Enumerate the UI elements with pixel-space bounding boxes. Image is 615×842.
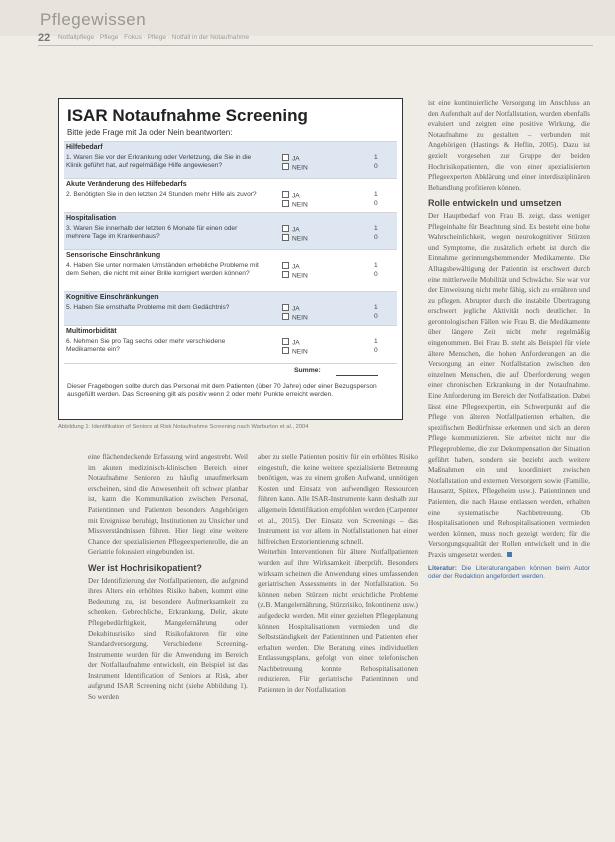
paragraph: Der Hauptbedarf von Frau B. zeigt, dass weniger Pflegeinhalte für Beachtung sind. Es besteht eine hohe Wahrscheinlichkeit, wegen neurokognitiver Stürzen und Symptome, die zusätzlich erhebt ist durch die Einnahme gerinnungshemmender Medikamente. Die Alltagsbewältigung der Patientin ist erschwert durch eine mittlerweile Mobilität und Schwäche. Sie war vor der Einweisung nicht mehr fähig, sich zu ernähren und zu pflegen. Abrupter durch die instabile Übertragung erschwert jegliche Aktivität noch deutlicher. In gerontologischen Fällen wie Frau B. die Medikamente über längere Zeit nicht mehr regelmäßig eingenommen. Bei Frau B. steht als Beispiel für viele ältere Menschen, die hohen Anforderungen an die Versorgung an einer Notfallstation zwischen den einzelnen Menschen, die auf Überforderung wegen einer chronischen Erkrankung in der Notaufnahme. Eine Anforderung im Bereich der Notfallstation. Dabei lässt eine Pflegeexpertin, ein Schwerpunkt auf die Pflege von älteren Notfallpatienten erhalten, die spezifischen Bedürfnisse erkennen und sich an deren Pflege kommunizieren. Sie arbeitet nicht nur die Pflegeprobleme, die zur Dekompensation der Situation geführt haben, sondern sie bezieht auch weitere Maßnahmen ein und koordiniert zwischen Notfallstation und externen Versorgern sowie (Familie, Hausarzt, Spitex, Pflegeheim usw.). Patientinnen und Patienten, die nach Hause entlassen werden, erhalten eine systematische Nachbetreuung. Ob Hospitalisationen und Rehospitalisationen vermieden werden können, muss noch gezeigt werden; für die Versorgungsqualität der Rollen entwickelt und in die Praxis umgesetzt werden. <box>428 210 590 559</box>
screening-section-multimorbidity <box>64 325 397 363</box>
paragraph: ist eine kontinuierliche Versorgung im Anschluss an den Aufenthalt auf der Notfallstation, wurden ebenfalls evaluiert und zeigten eine positive Wirkung, die Notaufnahme zu gestalten – verbunden mit Angehörigen (Hastings & Heflin, 2005). Dazu ist gezielt vorgesehen zur Gruppe der beiden Hochrisikopatienten, die von einer spezialisierten Pflegeexperten Abklärung und einer interdisziplinären Behandlung profitieren können. <box>428 98 590 192</box>
note-text: Die Literaturangaben können beim Autor oder der Redaktion angefordert werden. <box>428 564 590 581</box>
magazine-title: Pflegewissen <box>40 10 147 29</box>
no-score: 0 <box>374 163 378 170</box>
checkbox-icon <box>282 225 289 232</box>
section-heading: Rolle entwickeln und umsetzen <box>428 198 562 209</box>
screening-footnote: Dieser Fragebogen sollte durch das Personal mit dem Patienten (über 70 Jahre) oder einer Bezugsperson ausgefüllt werden. Das Screening gilt als positiv wenn 2 oder mehr Punkte erreicht werden. <box>67 383 377 399</box>
no-option[interactable]: NEIN <box>282 200 308 209</box>
text-column-middle <box>258 452 418 696</box>
end-of-article-icon <box>507 552 512 557</box>
checkbox-icon <box>282 234 289 241</box>
paragraph: eine flächendeckende Erfassung wird angestrebt. Weil im akuten medizinisch-klinischen Bereich einer Notaufnahme Senioren zu häufig unaufmerksam erscheinen, sind die Anwesenheit oft schwer planbar ist, kann die Kommunikation zwischen Personal, Patientinnen und Patienten besonders Angehörigen mit Ereignisse beruhigt, Institutionen zu Unsicher und Missverständnissen führen. Hier liegt eine weitere Chance der spezialisierten Pflegeexpertenrolle, die an Geriatrie fokussiert eingebunden ist. <box>88 452 248 557</box>
yes-score: 1 <box>374 191 378 198</box>
no-option[interactable]: NEIN <box>282 234 308 243</box>
screening-section-hospitalisation <box>64 212 397 249</box>
no-option[interactable]: NEIN <box>282 347 308 356</box>
section-title: Hospitalisation <box>66 215 117 222</box>
checkbox-icon <box>282 154 289 161</box>
paragraph: Der Identifizierung der Notfallpatienten, die aufgrund ihres Alters ein erhöhtes Risiko haben, kommt eine Bedeutung zu, ist besondere Aufmerksamkeit zu schenken. Gebrechliche, Erkrankung, Delir, akute Pflegebedürftigkeit, Mangelernährung oder Dekubitusrisiko sind Risikofaktoren für eine Standardversorgung. Verschiedene Screening-Instrumente wurden für die Anwendung im Bereich der Notfallaufnahme entwickelt, ein Beispiel ist das Instrument Identification of Seniors at Risk, aber aufgrund ISAR Screening nicht (siehe Abbildung 1). So werden <box>88 575 248 702</box>
checkbox-icon <box>282 262 289 269</box>
text-column-right <box>428 98 590 582</box>
running-head: Notfallpflege · Pflege · Fokus · Pflege · Notfall in der Notaufnahme <box>58 34 250 41</box>
checkbox-icon <box>282 304 289 311</box>
screening-section-help-need <box>64 141 397 178</box>
screening-section-acute-change <box>64 178 397 212</box>
no-option[interactable]: NEIN <box>282 271 308 280</box>
paragraph: aber zu stelle Patienten positiv für ein erhöhtes Risiko eingestuft, die keine weitere spezialisierte Betreuung benötigen, was zu einem großen Aufwand, unnötigen Kosten und Einsatz von aufwendigen Ressourcen führen kann. Alle ISAR-Instrumente kann deshalb zur allgemein Identifikation empfohlen werden (Carpenter et al., 2015). Der Einsatz von Screenings – das Instrument ist vor allem in Notfallstationen hat einer hilfreichen Erstorientierung schnell. <box>258 452 418 546</box>
section-title: Sensorische Einschränkung <box>66 252 161 259</box>
section-question: 3. Waren Sie innerhalb der letzten 6 Monate für einen oder mehrere Tage im Krankenhaus? <box>66 225 238 241</box>
screening-section-sensory <box>64 249 397 291</box>
no-score: 0 <box>374 271 378 278</box>
yes-option[interactable]: JA <box>282 304 300 313</box>
section-question: 4. Haben Sie unter normalen Umständen erhebliche Probleme mit dem Sehen, die nicht mit einer Brille korrigiert werden können? <box>66 262 259 278</box>
checkbox-icon <box>282 313 289 320</box>
yes-score: 1 <box>374 154 378 161</box>
sum-label: Summe: <box>294 367 321 374</box>
no-score: 0 <box>374 313 378 320</box>
checkbox-icon <box>282 347 289 354</box>
section-question: 2. Benötigten Sie in den letzten 24 Stunden mehr Hilfe als zuvor? <box>66 191 257 198</box>
literature-note <box>428 565 590 582</box>
yes-score: 1 <box>374 304 378 311</box>
checkbox-icon <box>282 191 289 198</box>
section-title: Akute Veränderung des Hilfebedarfs <box>66 181 187 188</box>
yes-score: 1 <box>374 262 378 269</box>
screening-section-cognitive <box>64 291 397 325</box>
screening-title: ISAR Notaufnahme Screening <box>67 106 308 125</box>
yes-option[interactable]: JA <box>282 262 300 271</box>
sum-input-line[interactable] <box>336 375 378 376</box>
no-score: 0 <box>374 200 378 207</box>
no-score: 0 <box>374 347 378 354</box>
yes-option[interactable]: JA <box>282 191 300 200</box>
yes-score: 1 <box>374 338 378 345</box>
no-score: 0 <box>374 234 378 241</box>
isar-screening-form <box>58 98 403 420</box>
checkbox-icon <box>282 271 289 278</box>
section-title: Multimorbidität <box>66 328 117 335</box>
yes-option[interactable]: JA <box>282 338 300 347</box>
section-title: Hilfebedarf <box>66 144 103 151</box>
section-question: 5. Haben Sie ernsthafte Probleme mit dem Gedächtnis? <box>66 304 230 311</box>
note-label: Literatur: <box>428 564 457 572</box>
screening-instruction: Bitte jede Frage mit Ja oder Nein beantworten: <box>67 128 233 137</box>
yes-score: 1 <box>374 225 378 232</box>
paragraph: Weiterhin Interventionen für ältere Notfallpatienten wurden auf ihre Wirksamkeit überprüft. Besonders wirksam scheinen die Anwendung eines umfassenden geriatrischen Assessments in der Notfallstation. So können neben Stürzen nicht ersichtliche Probleme (z.B. Mangelernährung, Stürzrisiko, Inkontinenz usw.) aufgedeckt werden. Mit einer gezielten Pflegeplanung können Hospitalisationen vermieden und die Selbstständigkeit der Patientinnen und Patienten eher erhalten werden. Die Beratung eines individuellen Entlassungsplans, gefolgt von einer telefonischen Nachbetreuung konnte Rehospitalisationen reduzieren. Für geriatrische Patientinnen und Patienten in der Notfallstation <box>258 547 418 695</box>
section-heading: Wer ist Hochrisikopatient? <box>88 562 202 573</box>
checkbox-icon <box>282 338 289 345</box>
section-question: 6. Nehmen Sie pro Tag sechs oder mehr verschiedene Medikamente ein? <box>66 338 226 354</box>
no-option[interactable]: NEIN <box>282 163 308 172</box>
section-title: Kognitive Einschränkungen <box>66 294 159 301</box>
yes-option[interactable]: JA <box>282 225 300 234</box>
checkbox-icon <box>282 163 289 170</box>
header-divider <box>38 45 593 46</box>
text-column-left <box>88 452 248 703</box>
page-number: 22 <box>38 32 51 44</box>
sum-row <box>64 363 397 380</box>
section-question: 1. Waren Sie vor der Erkrankung oder Verletzung, die Sie in die Klinik geführt hat, auf regelmäßige Hilfe angewiesen? <box>66 154 252 170</box>
yes-option[interactable]: JA <box>282 154 300 163</box>
no-option[interactable]: NEIN <box>282 313 308 322</box>
figure-caption: Abbildung 1: Identifikation of Seniors at Risk Notaufnahme Screening nach Warburton et al., 2004 <box>58 424 309 430</box>
checkbox-icon <box>282 200 289 207</box>
